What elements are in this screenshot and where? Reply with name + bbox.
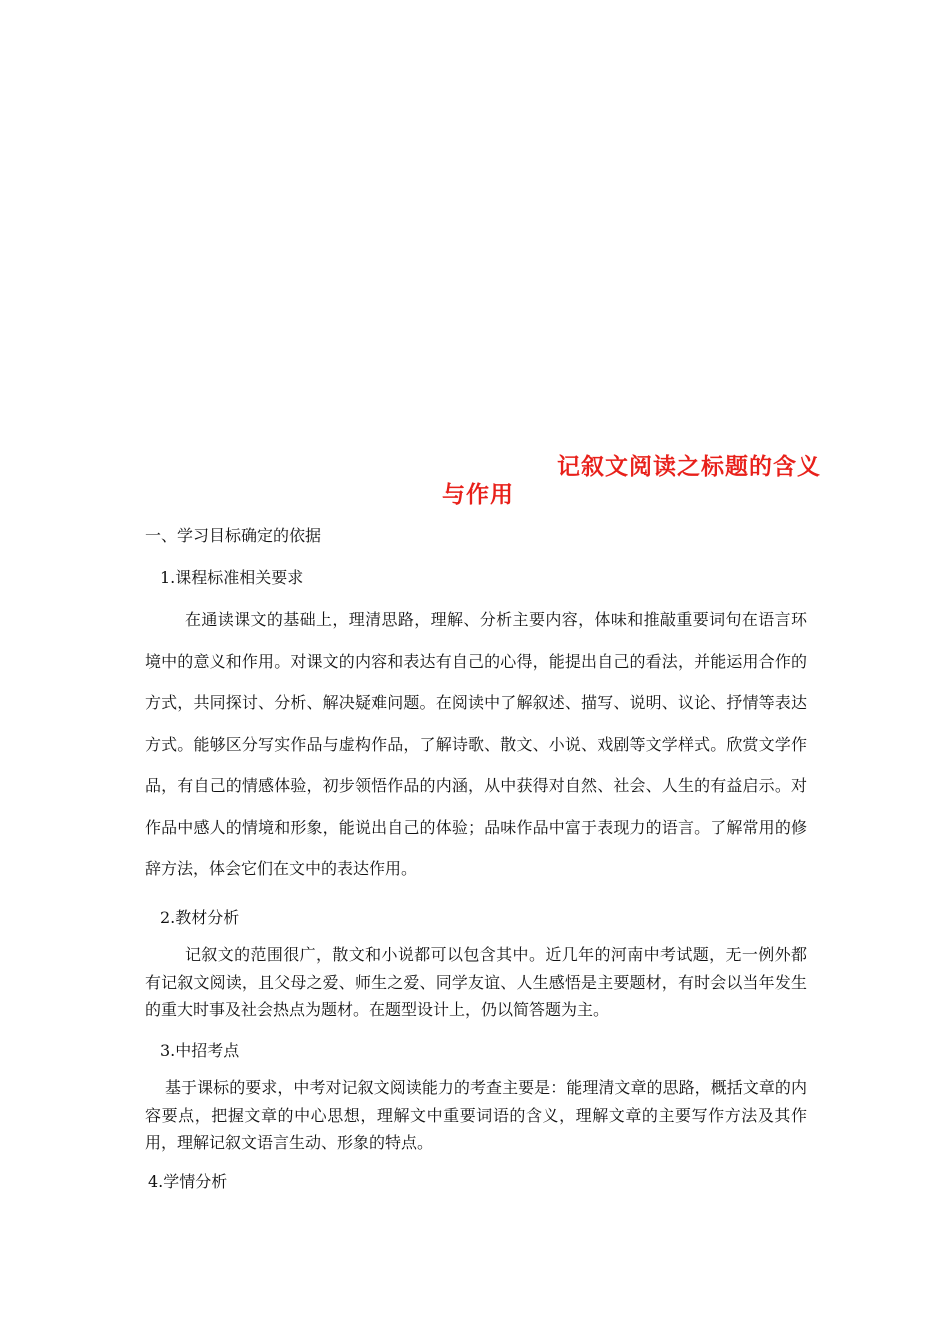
section-heading-learning-goals: 一、学习目标确定的依据 <box>145 526 322 545</box>
document-title-line-2: 与作用 <box>442 481 514 508</box>
paragraph-textbook-analysis: 记叙文的范围很广，散文和小说都可以包含其中。近几年的河南中考试题，无一例外都有记叙文阅读，且父母之爱、师生之爱、同学友谊、人生感悟是主要题材，有时会以当年发生的重大时事及社会热点为题材。在题型设计上，仍以简答题为主。 <box>145 945 807 1019</box>
subheading-curriculum-standards: 1.课程标准相关要求 <box>160 568 304 587</box>
subheading-textbook-analysis: 2.教材分析 <box>160 908 240 927</box>
paragraph-exam-points: 基于课标的要求，中考对记叙文阅读能力的考查主要是：能理清文章的思路，概括文章的内容要点，把握文章的中心思想，理解文中重要词语的含义，理解文章的主要写作方法及其作用，理解记叙文语言生动、形象的特点。 <box>145 1078 807 1152</box>
subheading-student-analysis: 4.学情分析 <box>148 1172 228 1191</box>
subheading-exam-points: 3.中招考点 <box>160 1041 240 1060</box>
paragraph-curriculum-standards: 在通读课文的基础上，理清思路，理解、分析主要内容，体味和推敲重要词句在语言环境中的意义和作用。对课文的内容和表达有自己的心得，能提出自己的看法，并能运用合作的方式，共同探讨、分析、解决疑难问题。在阅读中了解叙述、描写、说明、议论、抒情等表达方式。能够区分写实作品与虚构作品，了解诗歌、散文、小说、戏剧等文学样式。欣赏文学作品，有自己的情感体验，初步领悟作品的内涵，从中获得对自然、社会、人生的有益启示。对作品中感人的情境和形象，能说出自己的体验；品味作品中富于表现力的语言。了解常用的修辞方法，体会它们在文中的表达作用。 <box>145 610 807 878</box>
document-title-line-1: 记叙文阅读之标题的含义 <box>557 453 821 480</box>
